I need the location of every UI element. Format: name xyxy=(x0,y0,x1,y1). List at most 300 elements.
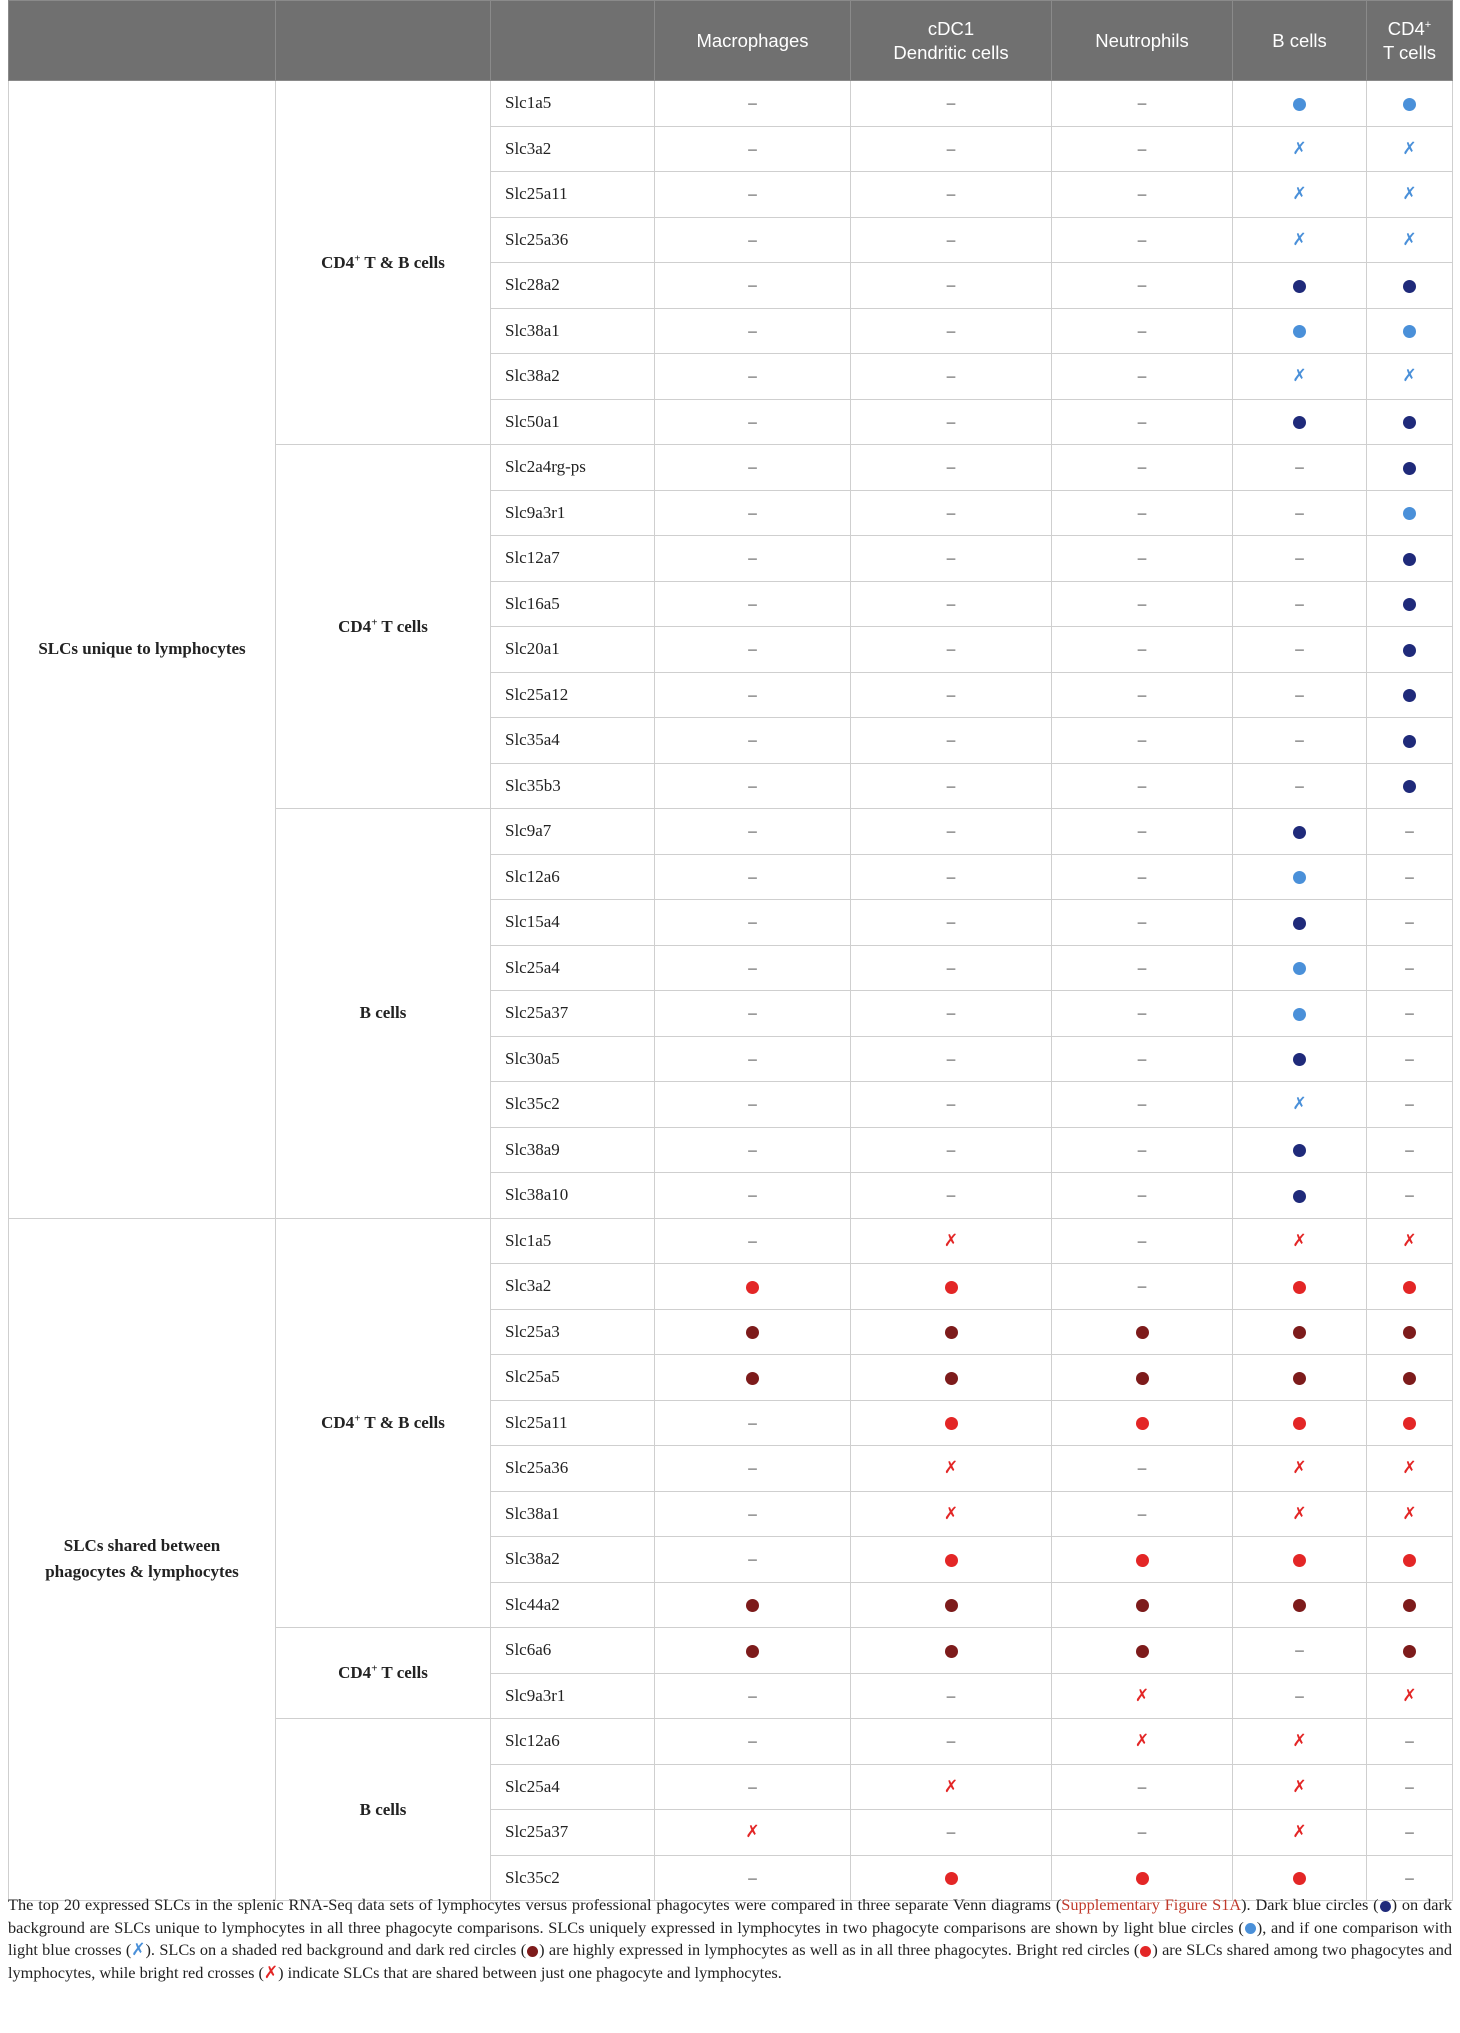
expression-cell xyxy=(1233,763,1367,809)
dark-red-circle-icon xyxy=(1403,1326,1416,1339)
expression-cell xyxy=(1052,1719,1233,1765)
dash-symbol: – xyxy=(1137,639,1147,659)
dash-symbol: – xyxy=(748,1549,757,1569)
expression-cell xyxy=(1367,172,1453,218)
expression-cell xyxy=(655,1082,851,1128)
expression-cell xyxy=(1233,1309,1367,1355)
bright-red-cross-icon: ✗ xyxy=(1292,1731,1307,1752)
bright-red-cross-icon: ✗ xyxy=(1292,1230,1307,1251)
dark-blue-circle-icon xyxy=(1293,1053,1306,1066)
expression-cell xyxy=(1052,1628,1233,1674)
subgroup-label: CD4+ T & B cells xyxy=(276,1218,491,1628)
dark-red-circle-icon xyxy=(1136,1326,1149,1339)
expression-cell xyxy=(1367,718,1453,764)
dash-symbol: – xyxy=(748,1139,757,1159)
expression-cell xyxy=(1052,945,1233,991)
dark-red-circle-icon xyxy=(1403,1372,1416,1385)
expression-cell xyxy=(1367,1400,1453,1446)
dash-symbol: – xyxy=(748,821,757,841)
gene-name: Slc50a1 xyxy=(491,399,655,445)
gene-name: Slc35b3 xyxy=(491,763,655,809)
gene-name: Slc25a3 xyxy=(491,1309,655,1355)
dash-symbol: – xyxy=(946,411,956,431)
expression-cell xyxy=(1367,308,1453,354)
dash-symbol: – xyxy=(1295,730,1304,750)
dash-symbol: – xyxy=(946,1731,956,1751)
dash-symbol: – xyxy=(946,1003,956,1023)
expression-cell xyxy=(1052,308,1233,354)
bright-red-circle-icon xyxy=(1293,1872,1306,1885)
dash-symbol: – xyxy=(1405,1731,1414,1751)
expression-cell xyxy=(1052,809,1233,855)
dash-symbol: – xyxy=(1295,457,1304,477)
expression-cell xyxy=(1367,1628,1453,1674)
dark-blue-circle-icon xyxy=(1403,553,1416,566)
dash-symbol: – xyxy=(946,639,956,659)
gene-name: Slc38a2 xyxy=(491,1537,655,1583)
expression-cell xyxy=(1233,126,1367,172)
expression-cell xyxy=(655,308,851,354)
dash-symbol: – xyxy=(1405,957,1414,977)
dark-red-circle-icon xyxy=(945,1645,958,1658)
header-empty-3 xyxy=(491,1,655,81)
expression-cell xyxy=(1233,1582,1367,1628)
expression-cell xyxy=(655,217,851,263)
dark-blue-circle-icon xyxy=(1403,280,1416,293)
expression-cell xyxy=(1233,718,1367,764)
gene-name: Slc25a12 xyxy=(491,672,655,718)
dash-symbol: – xyxy=(946,775,956,795)
expression-cell xyxy=(1052,354,1233,400)
dark-red-circle-icon xyxy=(1293,1599,1306,1612)
expression-cell xyxy=(1052,1173,1233,1219)
group-label: SLCs shared between phagocytes & lymphocytes xyxy=(9,1218,276,1901)
light-blue-circle-icon xyxy=(1293,962,1306,975)
bright-red-cross-icon: ✗ xyxy=(1292,1776,1307,1797)
expression-cell xyxy=(851,718,1052,764)
expression-cell xyxy=(1233,1173,1367,1219)
expression-cell xyxy=(851,1764,1052,1810)
header-empty-2 xyxy=(276,1,491,81)
dash-symbol: – xyxy=(748,184,757,204)
expression-cell xyxy=(1367,1582,1453,1628)
bright-red-circle-icon xyxy=(945,1417,958,1430)
gene-name: Slc12a6 xyxy=(491,854,655,900)
bright-red-cross-icon: ✗ xyxy=(943,1503,959,1524)
expression-cell xyxy=(1233,445,1367,491)
gene-name: Slc25a11 xyxy=(491,172,655,218)
bright-red-cross-icon: ✗ xyxy=(745,1822,760,1843)
table-footnote: The top 20 expressed SLCs in the splenic RNA-Seq data sets of lymphocytes versus professional phagocytes were compared in three separate Venn diagrams (Supplementary Figure S1A). Dark blue circles ( ) on dark background are SLCs unique to lymphocytes in all three phagocyte comparisons. SLCs uniquely expressed in lymphocytes in two phagocyte comparisons are shown by light blue circles ( ), and if one comparison with light blue crosses (✗). SLCs on a shaded red background and dark red circles ( ) are highly expressed in lymphocytes as well as in all three phagocytes. Bright red circles ( ) are SLCs shared among two phagocytes and lymphocytes, while bright red crosses (✗) indicate SLCs that are shared between just one phagocyte and lymphocytes. xyxy=(8,1895,1453,1983)
light-blue-cross-icon: ✗ xyxy=(1292,229,1307,250)
expression-cell xyxy=(851,1537,1052,1583)
dash-symbol: – xyxy=(748,730,757,750)
dash-symbol: – xyxy=(1137,684,1147,704)
dash-symbol: – xyxy=(1137,229,1147,249)
expression-cell xyxy=(851,1491,1052,1537)
subgroup-label: B cells xyxy=(276,809,491,1219)
dash-symbol: – xyxy=(1405,866,1414,886)
expression-cell xyxy=(1367,445,1453,491)
dash-symbol: – xyxy=(946,821,956,841)
gene-name: Slc35c2 xyxy=(491,1855,655,1901)
expression-cell xyxy=(655,126,851,172)
dash-symbol: – xyxy=(1137,593,1147,613)
bright-red-cross-icon: ✗ xyxy=(1134,1731,1150,1752)
dash-symbol: – xyxy=(748,320,757,340)
dash-symbol: – xyxy=(1295,775,1304,795)
dash-symbol: – xyxy=(1137,1276,1147,1296)
expression-cell xyxy=(655,581,851,627)
bright-red-circle-icon xyxy=(1140,1946,1151,1957)
expression-cell xyxy=(1367,900,1453,946)
header-b-cells: B cells xyxy=(1233,1,1367,81)
dash-symbol: – xyxy=(946,275,956,295)
dash-symbol: – xyxy=(748,1503,757,1523)
dash-symbol: – xyxy=(946,93,956,113)
bright-red-cross-icon: ✗ xyxy=(1292,1822,1307,1843)
dash-symbol: – xyxy=(748,1185,757,1205)
dash-symbol: – xyxy=(1405,1185,1414,1205)
expression-cell xyxy=(1367,1355,1453,1401)
subgroup-label: B cells xyxy=(276,1719,491,1901)
dash-symbol: – xyxy=(946,1185,956,1205)
gene-name: Slc28a2 xyxy=(491,263,655,309)
expression-cell xyxy=(655,945,851,991)
dash-symbol: – xyxy=(1137,184,1147,204)
header-cdc1: cDC1 Dendritic cells xyxy=(851,1,1052,81)
expression-cell xyxy=(1052,1537,1233,1583)
expression-cell xyxy=(1052,854,1233,900)
expression-cell xyxy=(655,490,851,536)
bright-red-circle-icon xyxy=(945,1281,958,1294)
gene-name: Slc1a5 xyxy=(491,81,655,127)
dash-symbol: – xyxy=(1137,1048,1147,1068)
expression-cell xyxy=(1233,1218,1367,1264)
dash-symbol: – xyxy=(946,593,956,613)
dash-symbol: – xyxy=(748,1094,757,1114)
dash-symbol: – xyxy=(748,775,757,795)
expression-cell xyxy=(851,1218,1052,1264)
expression-cell xyxy=(1233,672,1367,718)
dash-symbol: – xyxy=(1405,1776,1414,1796)
bright-red-cross-icon: ✗ xyxy=(263,1962,279,1983)
dash-symbol: – xyxy=(748,1412,757,1432)
expression-cell xyxy=(851,1036,1052,1082)
light-blue-circle-icon xyxy=(1403,98,1416,111)
expression-cell xyxy=(1052,1036,1233,1082)
bright-red-circle-icon xyxy=(1293,1281,1306,1294)
dash-symbol: – xyxy=(1405,1048,1414,1068)
expression-cell xyxy=(1052,718,1233,764)
dash-symbol: – xyxy=(946,684,956,704)
dash-symbol: – xyxy=(1295,684,1304,704)
dash-symbol: – xyxy=(946,1139,956,1159)
dash-symbol: – xyxy=(748,275,757,295)
dash-symbol: – xyxy=(748,639,757,659)
dash-symbol: – xyxy=(1137,1822,1147,1842)
dark-red-circle-icon xyxy=(527,1946,538,1957)
gene-name: Slc3a2 xyxy=(491,126,655,172)
bright-red-cross-icon: ✗ xyxy=(943,1776,959,1797)
dark-red-circle-icon xyxy=(746,1599,759,1612)
expression-cell xyxy=(1052,1582,1233,1628)
dash-symbol: – xyxy=(1137,1094,1147,1114)
dash-symbol: – xyxy=(1137,1503,1147,1523)
bright-red-cross-icon: ✗ xyxy=(1134,1685,1150,1706)
expression-cell xyxy=(1367,1446,1453,1492)
dash-symbol: – xyxy=(946,1685,956,1705)
expression-cell xyxy=(1052,1355,1233,1401)
expression-cell xyxy=(655,627,851,673)
bright-red-cross-icon: ✗ xyxy=(1292,1503,1307,1524)
light-blue-cross-icon: ✗ xyxy=(1292,1094,1307,1115)
expression-cell xyxy=(851,627,1052,673)
bright-red-circle-icon xyxy=(1293,1417,1306,1430)
gene-name: Slc2a4rg-ps xyxy=(491,445,655,491)
light-blue-circle-icon xyxy=(1293,871,1306,884)
bright-red-cross-icon: ✗ xyxy=(1402,1230,1417,1251)
expression-cell xyxy=(1052,1309,1233,1355)
dash-symbol: – xyxy=(946,229,956,249)
expression-cell xyxy=(655,672,851,718)
expression-cell xyxy=(655,81,851,127)
bright-red-circle-icon xyxy=(1403,1281,1416,1294)
dash-symbol: – xyxy=(1137,275,1147,295)
expression-cell xyxy=(1233,945,1367,991)
dash-symbol: – xyxy=(1137,138,1147,158)
expression-cell xyxy=(1233,900,1367,946)
dash-symbol: – xyxy=(1137,411,1147,431)
light-blue-cross-icon: ✗ xyxy=(131,1940,146,1961)
expression-cell xyxy=(655,1491,851,1537)
expression-cell xyxy=(1367,945,1453,991)
expression-cell xyxy=(1367,1218,1453,1264)
dark-red-circle-icon xyxy=(1403,1599,1416,1612)
dash-symbol: – xyxy=(1295,502,1304,522)
gene-name: Slc35c2 xyxy=(491,1082,655,1128)
gene-name: Slc38a10 xyxy=(491,1173,655,1219)
dash-symbol: – xyxy=(946,866,956,886)
dark-red-circle-icon xyxy=(746,1326,759,1339)
table-row xyxy=(9,1218,1453,1264)
dash-symbol: – xyxy=(1137,1776,1147,1796)
dash-symbol: – xyxy=(946,1822,956,1842)
expression-cell xyxy=(1233,217,1367,263)
gene-name: Slc44a2 xyxy=(491,1582,655,1628)
gene-name: Slc9a3r1 xyxy=(491,490,655,536)
dash-symbol: – xyxy=(748,593,757,613)
expression-cell xyxy=(1233,1127,1367,1173)
expression-cell xyxy=(1052,1127,1233,1173)
gene-name: Slc38a9 xyxy=(491,1127,655,1173)
supplementary-figure-link[interactable]: Supplementary Figure S1A xyxy=(1061,1895,1242,1914)
expression-cell xyxy=(1367,1764,1453,1810)
expression-cell xyxy=(851,1127,1052,1173)
expression-cell xyxy=(1233,581,1367,627)
header-cd4-t-cells: CD4+ T cells xyxy=(1367,1,1453,81)
dash-symbol: – xyxy=(748,1458,757,1478)
expression-cell xyxy=(1052,900,1233,946)
light-blue-circle-icon xyxy=(1245,1923,1256,1934)
expression-cell xyxy=(1052,1082,1233,1128)
expression-cell xyxy=(851,1400,1052,1446)
expression-cell xyxy=(1233,1082,1367,1128)
expression-cell xyxy=(1052,1400,1233,1446)
dash-symbol: – xyxy=(1137,821,1147,841)
dash-symbol: – xyxy=(946,1094,956,1114)
expression-cell xyxy=(1052,263,1233,309)
expression-cell xyxy=(655,1173,851,1219)
expression-cell xyxy=(655,1400,851,1446)
dark-blue-circle-icon xyxy=(1293,826,1306,839)
expression-cell xyxy=(1233,354,1367,400)
header-row xyxy=(9,1,1453,81)
expression-cell xyxy=(655,1218,851,1264)
expression-cell xyxy=(851,672,1052,718)
dash-symbol: – xyxy=(946,912,956,932)
dash-symbol: – xyxy=(1137,548,1147,568)
expression-cell xyxy=(1052,399,1233,445)
expression-cell xyxy=(655,809,851,855)
expression-cell xyxy=(1367,1036,1453,1082)
expression-cell xyxy=(1367,126,1453,172)
gene-name: Slc38a1 xyxy=(491,308,655,354)
dash-symbol: – xyxy=(946,320,956,340)
gene-name: Slc25a36 xyxy=(491,1446,655,1492)
expression-cell xyxy=(1052,1810,1233,1856)
expression-cell xyxy=(1052,1673,1233,1719)
gene-name: Slc30a5 xyxy=(491,1036,655,1082)
expression-cell xyxy=(1052,172,1233,218)
dash-symbol: – xyxy=(748,366,757,386)
gene-name: Slc25a4 xyxy=(491,945,655,991)
expression-cell xyxy=(1233,1355,1367,1401)
expression-cell xyxy=(1233,627,1367,673)
light-blue-circle-icon xyxy=(1293,98,1306,111)
expression-cell xyxy=(1233,1036,1367,1082)
dash-symbol: – xyxy=(1405,1139,1414,1159)
expression-cell xyxy=(851,263,1052,309)
expression-cell xyxy=(1052,672,1233,718)
bright-red-cross-icon: ✗ xyxy=(1402,1458,1417,1479)
gene-name: Slc9a7 xyxy=(491,809,655,855)
expression-cell xyxy=(1367,1264,1453,1310)
expression-cell xyxy=(1233,1719,1367,1765)
expression-cell xyxy=(1367,217,1453,263)
expression-cell xyxy=(1233,263,1367,309)
expression-cell xyxy=(1367,1673,1453,1719)
light-blue-cross-icon: ✗ xyxy=(1292,366,1307,387)
dash-symbol: – xyxy=(946,366,956,386)
expression-cell xyxy=(655,854,851,900)
expression-cell xyxy=(1367,1309,1453,1355)
gene-name: Slc25a5 xyxy=(491,1355,655,1401)
expression-cell xyxy=(1233,1764,1367,1810)
expression-cell xyxy=(655,445,851,491)
bright-red-circle-icon xyxy=(1136,1872,1149,1885)
expression-cell xyxy=(1052,81,1233,127)
expression-cell xyxy=(655,1764,851,1810)
expression-cell xyxy=(1052,536,1233,582)
dash-symbol: – xyxy=(1137,93,1147,113)
expression-cell xyxy=(1233,854,1367,900)
dark-red-circle-icon xyxy=(1136,1645,1149,1658)
dark-red-circle-icon xyxy=(1293,1372,1306,1385)
light-blue-circle-icon xyxy=(1403,507,1416,520)
bright-red-cross-icon: ✗ xyxy=(943,1458,959,1479)
dash-symbol: – xyxy=(1295,593,1304,613)
dark-red-circle-icon xyxy=(1293,1326,1306,1339)
dash-symbol: – xyxy=(748,1003,757,1023)
expression-cell xyxy=(655,1309,851,1355)
expression-cell xyxy=(851,536,1052,582)
expression-cell xyxy=(655,263,851,309)
dark-blue-circle-icon xyxy=(1403,416,1416,429)
header-neutrophils: Neutrophils xyxy=(1052,1,1233,81)
expression-cell xyxy=(1233,172,1367,218)
dark-blue-circle-icon xyxy=(1403,735,1416,748)
expression-cell xyxy=(655,1810,851,1856)
expression-cell xyxy=(1233,1673,1367,1719)
light-blue-cross-icon: ✗ xyxy=(1402,184,1417,205)
dash-symbol: – xyxy=(748,957,757,977)
dash-symbol: – xyxy=(1137,957,1147,977)
expression-cell xyxy=(851,900,1052,946)
dark-blue-circle-icon xyxy=(1403,644,1416,657)
expression-cell xyxy=(1367,1537,1453,1583)
dash-symbol: – xyxy=(1405,912,1414,932)
gene-name: Slc6a6 xyxy=(491,1628,655,1674)
expression-cell xyxy=(1367,81,1453,127)
expression-cell xyxy=(1367,627,1453,673)
expression-cell xyxy=(655,1628,851,1674)
bright-red-circle-icon xyxy=(1403,1417,1416,1430)
gene-name: Slc35a4 xyxy=(491,718,655,764)
expression-cell xyxy=(655,763,851,809)
dash-symbol: – xyxy=(748,1048,757,1068)
expression-cell xyxy=(655,1537,851,1583)
header-empty-1 xyxy=(9,1,276,81)
expression-cell xyxy=(851,308,1052,354)
light-blue-cross-icon: ✗ xyxy=(1292,184,1307,205)
bright-red-circle-icon xyxy=(945,1872,958,1885)
expression-cell xyxy=(1367,1127,1453,1173)
dark-blue-circle-icon xyxy=(1293,416,1306,429)
expression-cell xyxy=(851,1582,1052,1628)
expression-cell xyxy=(1233,1400,1367,1446)
expression-cell xyxy=(1367,763,1453,809)
dark-red-circle-icon xyxy=(945,1372,958,1385)
expression-cell xyxy=(851,809,1052,855)
expression-cell xyxy=(1052,581,1233,627)
expression-cell xyxy=(655,1446,851,1492)
dark-blue-circle-icon xyxy=(1293,917,1306,930)
expression-cell xyxy=(851,1673,1052,1719)
gene-name: Slc38a1 xyxy=(491,1491,655,1537)
expression-cell xyxy=(1052,445,1233,491)
expression-cell xyxy=(851,1355,1052,1401)
bright-red-cross-icon: ✗ xyxy=(1402,1503,1417,1524)
gene-name: Slc25a11 xyxy=(491,1400,655,1446)
dash-symbol: – xyxy=(1405,821,1414,841)
expression-cell xyxy=(1367,1810,1453,1856)
expression-cell xyxy=(851,945,1052,991)
light-blue-cross-icon: ✗ xyxy=(1402,366,1417,387)
bright-red-circle-icon xyxy=(1403,1554,1416,1567)
expression-cell xyxy=(655,1582,851,1628)
table-row xyxy=(9,81,1453,127)
